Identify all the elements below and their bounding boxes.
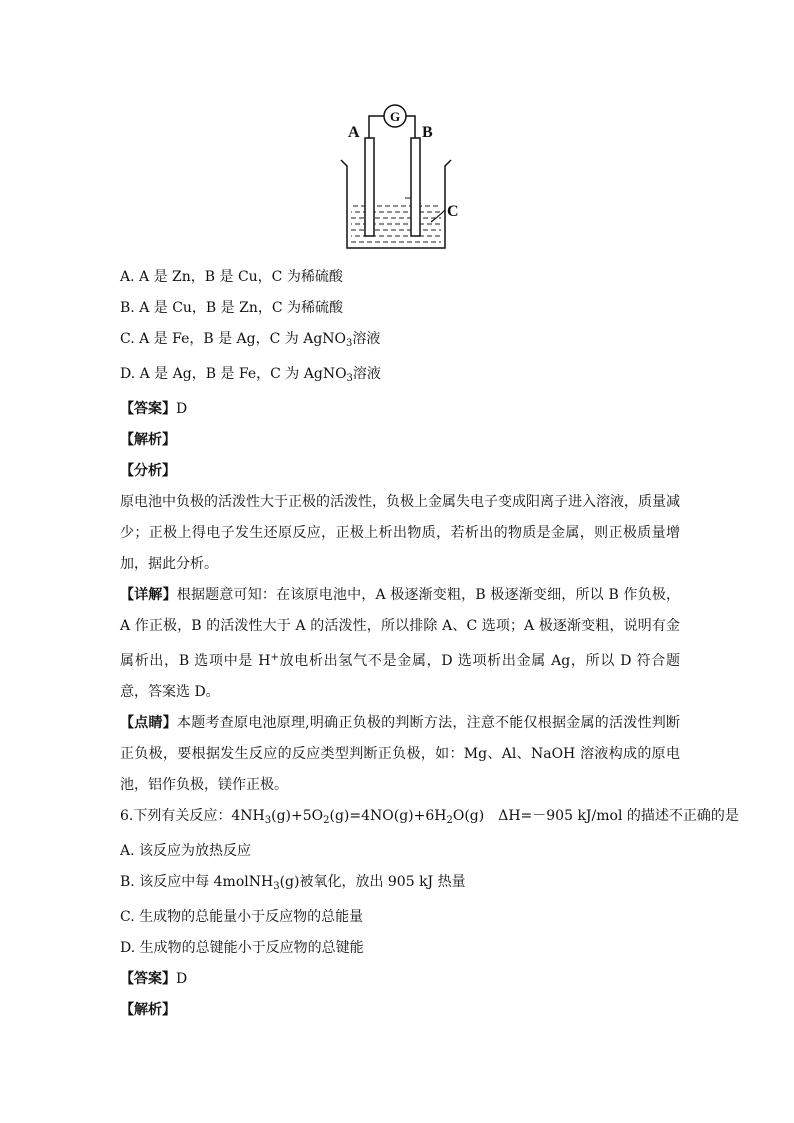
q6-answer: 【答案】D [120,971,188,987]
electrode-label-b: B [422,124,433,141]
electrode-b [411,138,420,236]
q5-answer: 【答案】D [120,401,188,417]
q5-option-c: C. A 是 Fe，B 是 Ag，C 为 AgNO$_3$溶液 [120,331,381,349]
q6-option-d: D. 生成物的总键能小于反应物的总键能 [120,940,364,956]
q5-analysis-text: 原电池中负极的活泼性大于正极的活泼性，负极上金属失电子变成阳离子进入溶液，质量减少；正极上得电子发生还原反应，正极上析出物质，若析出的物质是金属，则正极质量增加，据此分析。 [120,494,680,572]
electrode-a [365,138,374,236]
wire-right [406,116,415,138]
q6-option-b: B. 该反应中每 4molNH$_3$(g)被氧化，放出 905 kJ 热量 [120,874,466,892]
q6-stem: 6.下列有关反应：$4NH_3(g)+5O_2(g)=4NO(g)+6H_2O(g)$ ΔH=－905 kJ/mol 的描述不正确的是 [120,808,739,826]
q5-option-d: D. A 是 Ag，B 是 Fe，C 为 AgNO$_3$溶液 [120,366,381,384]
electrode-label-a: A [348,124,360,141]
q5-option-b: B. A 是 Cu，B 是 Zn，C 为稀硫酸 [120,300,344,316]
q6-option-c: C. 生成物的总能量小于反应物的总能量 [120,909,364,925]
q5-option-a: A. A 是 Zn，B 是 Cu，C 为稀硫酸 [120,269,343,285]
q5-fenxi-heading: 【分析】 [120,463,176,479]
beaker [341,160,451,248]
solution-label-c: C [447,203,459,220]
wire-left [369,116,384,138]
q6-option-a: A. 该反应为放热反应 [120,843,252,859]
galvanic-cell-diagram [335,98,465,256]
galvanometer-label: G [389,109,401,124]
question-content [120,262,739,1026]
q6-jiexi-heading: 【解析】 [120,1002,176,1018]
q5-point: 【点睛】本题考查原电池原理,明确正负极的判断方法，注意不能仅根据金属的活泼性判断正负极，要根据发生反应的反应类型判断正负极，如：Mg、Al、NaOH 溶液构成的原电池，铝作负极，镁作正极。 [120,715,681,793]
q5-jiexi-heading: 【解析】 [120,432,176,448]
q5-detail: 【详解】根据题意可知：在该原电池中，A 极逐渐变粗，B 极逐渐变细，所以 B 作负极，A 作正极，B 的活泼性大于 A 的活泼性，所以排除 A、C 选项；A 极逐渐变粗，说明有金属析出，B 选项中是 H+放电析出氢气不是金属，D 选项析出金属 Ag，所以 D 符合题意，答案选 D。 [120,587,680,700]
